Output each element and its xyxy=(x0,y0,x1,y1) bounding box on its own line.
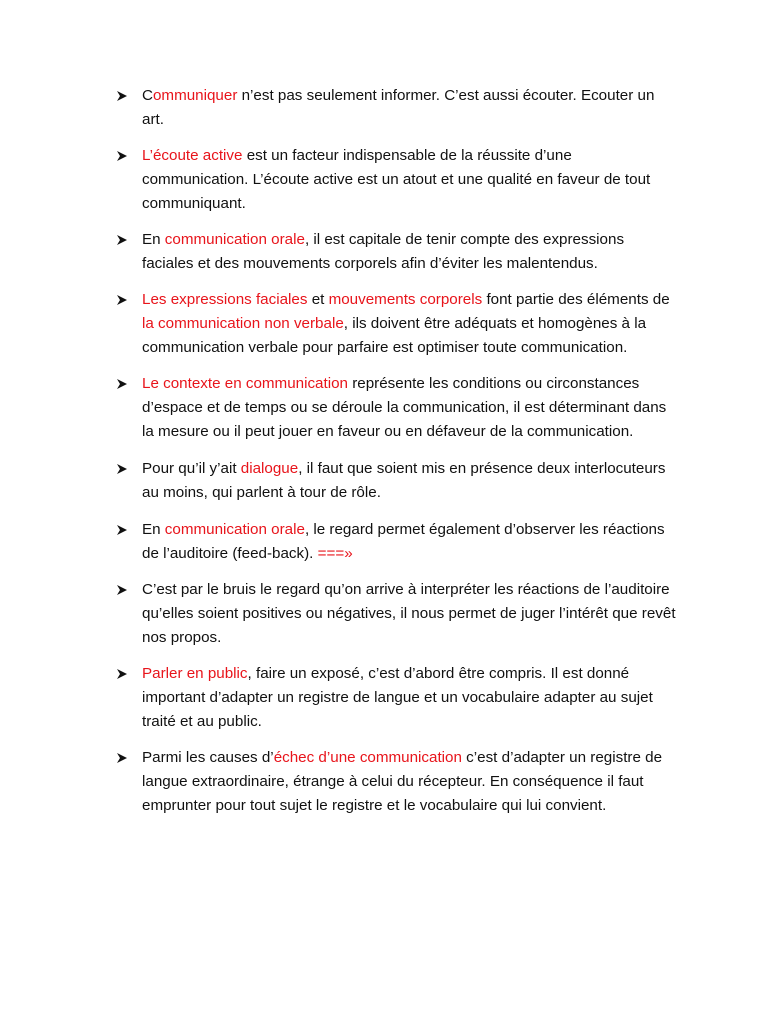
bullet-text xyxy=(142,749,662,814)
bullet-item xyxy=(116,372,676,444)
text-segment: , il faut que soient mis en présence deux interlocuteurs au moins, qui parlent à tour de rôle. xyxy=(142,460,666,501)
text-segment: c’est d’adapter un registre de langue extraordinaire, étrange à celui du récepteur. En conséquence il faut emprunter pour tout sujet le registre et le vocabulaire qui lui convient. xyxy=(142,749,663,814)
bullet-text xyxy=(142,375,666,440)
arrowhead-bullet-icon xyxy=(116,234,128,246)
arrowhead-bullet-icon xyxy=(116,378,128,390)
text-segment: est un facteur indispensable de la réussite d’une communication. L’écoute active est un atout et une qualité en faveur de tout communiquant. xyxy=(142,147,651,212)
highlighted-term: communication orale xyxy=(164,521,305,538)
bullet-text xyxy=(142,87,654,128)
highlighted-term: Le contexte en communication xyxy=(142,375,348,392)
bullet-text xyxy=(142,231,624,272)
arrowhead-bullet-icon xyxy=(116,463,128,475)
arrowhead-bullet-icon xyxy=(116,752,128,764)
bullet-item xyxy=(116,228,676,276)
highlighted-term: dialogue xyxy=(240,460,299,477)
text-segment: C xyxy=(142,87,153,104)
text-segment: , le regard permet également d’observer les réactions de l’auditoire (feed-back). xyxy=(142,521,665,562)
text-segment: , il est capitale de tenir compte des expressions faciales et des mouvements corporels afin d’éviter les malentendus. xyxy=(142,231,625,272)
arrowhead-bullet-icon xyxy=(116,90,128,102)
arrowhead-bullet-icon xyxy=(116,150,128,162)
text-segment: représente les conditions ou circonstances d’espace et de temps ou se déroule la communication, il est déterminant dans la mesure ou il peut jouer en faveur ou en défaveur de la communication. xyxy=(142,375,667,440)
arrowhead-bullet-icon xyxy=(116,668,128,680)
text-segment: Pour qu’il y’ait xyxy=(142,460,241,477)
highlighted-term: communication orale xyxy=(164,231,305,248)
bullet-item xyxy=(116,288,676,360)
text-segment: En xyxy=(142,231,165,248)
arrowhead-bullet-icon xyxy=(116,294,128,306)
bullet-text xyxy=(142,291,670,356)
bullet-text xyxy=(142,460,665,501)
highlighted-term: échec d’une communication xyxy=(273,749,462,766)
highlighted-term: ommuniquer xyxy=(152,87,238,104)
text-segment: C’est par le bruis le regard qu’on arrive à interpréter les réactions de l’auditoire qu’elles soient positives ou négatives, il nous permet de juger l’intérêt que revêt nos propos. xyxy=(142,581,676,646)
text-segment: Parmi les causes d’ xyxy=(142,749,274,766)
text-segment: et xyxy=(307,291,329,308)
highlighted-term: L’écoute active xyxy=(142,147,243,164)
arrowhead-bullet-icon xyxy=(116,524,128,536)
text-segment: , faire un exposé, c’est d’abord être compris. Il est donné important d’adapter un registre de langue et un vocabulaire adapter au sujet traité et au public. xyxy=(142,665,653,730)
bullet-item xyxy=(116,746,676,818)
bullet-item xyxy=(116,84,676,132)
text-segment: , ils doivent être adéquats et homogènes à la communication verbale pour parfaire est optimiser toute communication. xyxy=(142,315,647,356)
text-segment: font partie des éléments de xyxy=(482,291,670,308)
highlighted-term: Parler en public xyxy=(142,665,248,682)
text-segment: En xyxy=(142,521,165,538)
bullet-item xyxy=(116,662,676,734)
text-segment: n’est pas seulement informer. C’est aussi écouter. Ecouter un art. xyxy=(142,87,655,128)
bullet-text xyxy=(142,521,665,562)
bullet-text xyxy=(142,581,676,646)
bullet-item xyxy=(116,578,676,650)
bullet-text xyxy=(142,665,653,730)
bullet-text xyxy=(142,147,650,212)
highlighted-term: la communication non verbale xyxy=(142,315,344,332)
bullet-list xyxy=(116,84,676,830)
bullet-item xyxy=(116,518,676,566)
highlighted-term: ===» xyxy=(317,545,353,562)
highlighted-term: mouvements corporels xyxy=(328,291,483,308)
arrowhead-bullet-icon xyxy=(116,584,128,596)
bullet-item xyxy=(116,457,676,505)
bullet-item xyxy=(116,144,676,216)
highlighted-term: Les expressions faciales xyxy=(142,291,308,308)
